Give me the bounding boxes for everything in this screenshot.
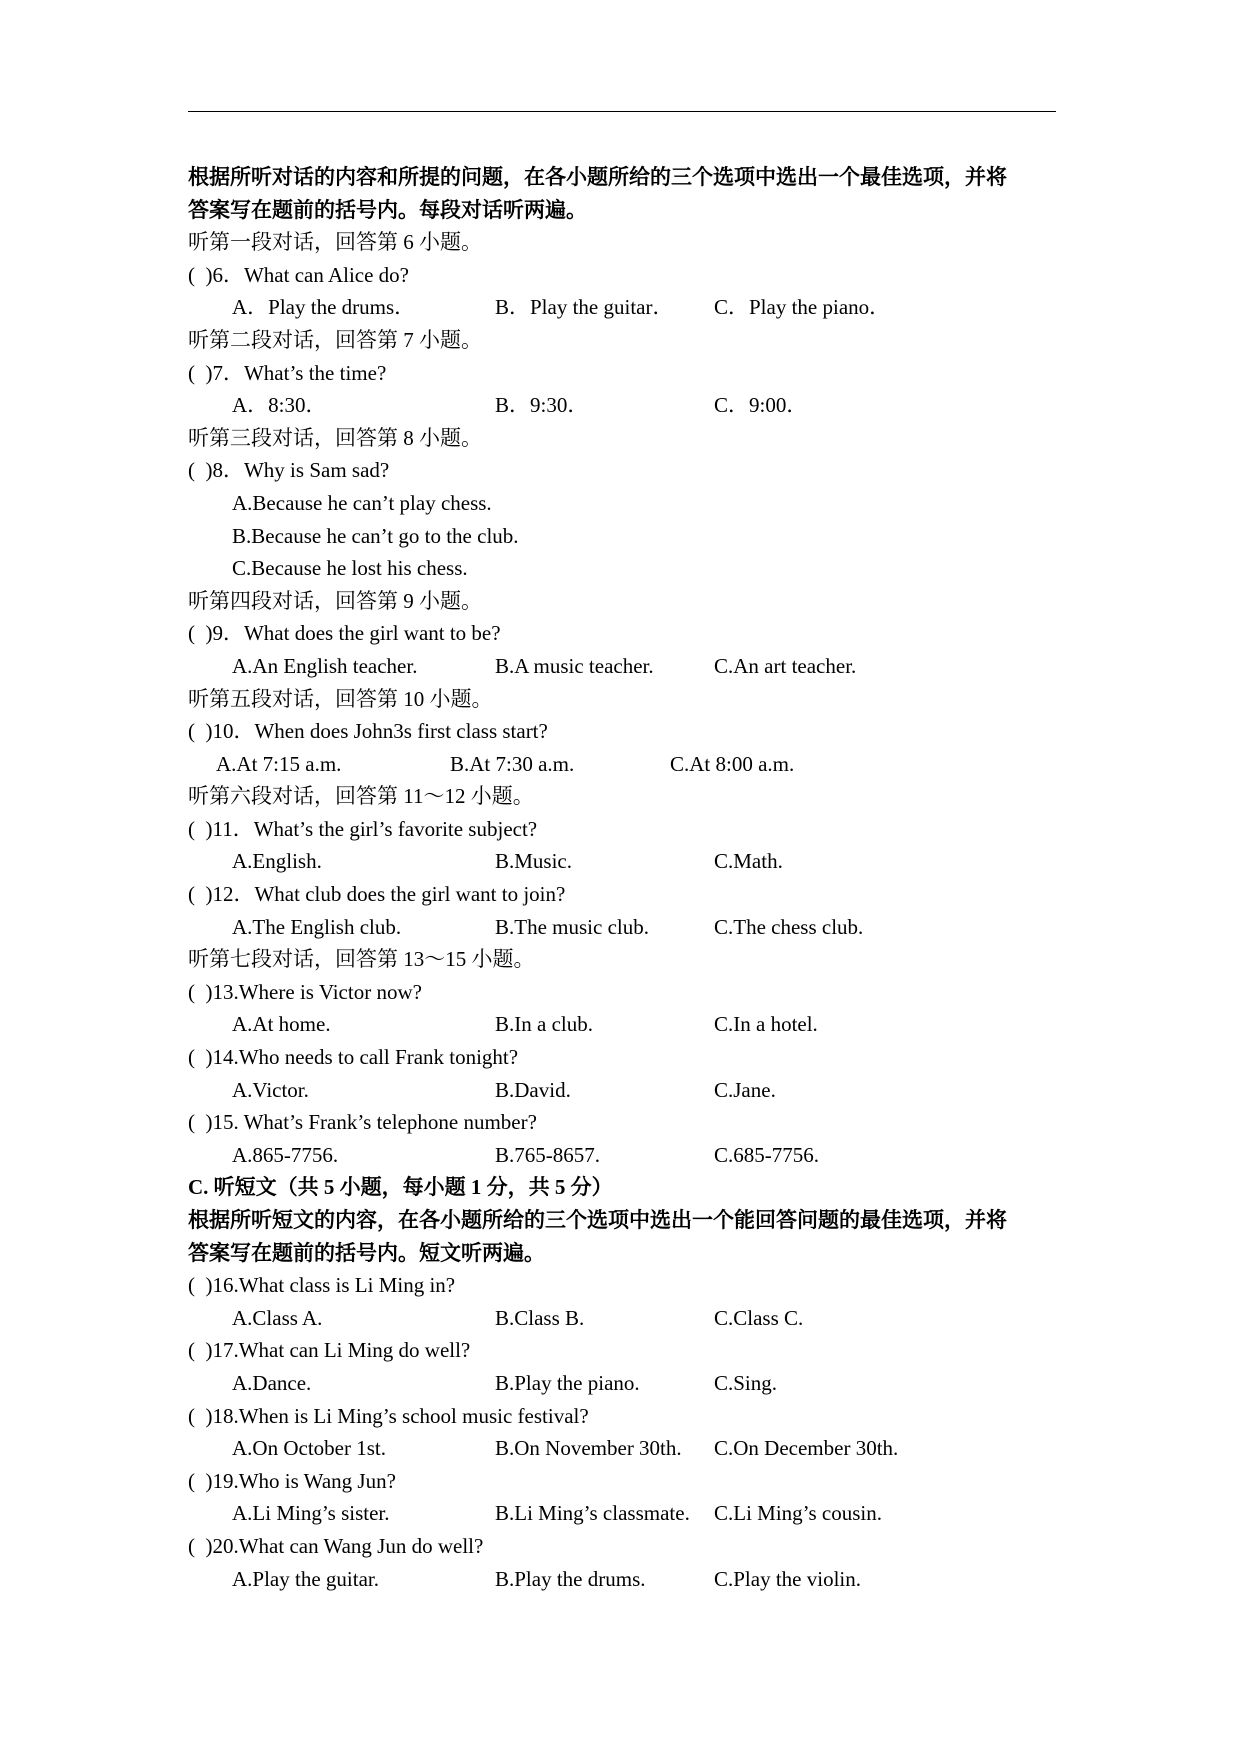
option-c: C.Li Ming’s cousin. [714,1501,883,1526]
option-b: B.765-8657. [495,1142,600,1167]
option-b: B.Class B. [495,1305,585,1330]
question-18-stem: ( )18.When is Li Ming’s school music festival? [188,1403,589,1428]
question-17-options [188,1367,1058,1400]
option-c: C.The chess club. [714,914,864,939]
instructions-line-1: 根据所听短文的内容，在各小题所给的三个选项中选出一个能回答问题的最佳选项，并将 [188,1208,1007,1232]
question-11-options [188,845,1058,878]
question-15-options [188,1139,1058,1172]
option-c: C.Play the violin. [714,1566,861,1591]
section-c-title: C. 听短文（共 5 小题，每小题 1 分，共 5 分） [188,1175,613,1200]
option-b: B.Play the piano. [495,1370,640,1395]
dialog-prompt: 听第五段对话，回答第 10 小题。 [188,686,493,711]
option-c: C.Jane. [714,1077,776,1102]
question-16-options [188,1302,1058,1335]
option-b: B.Because he can’t go to the club. [232,523,519,548]
option-c: C.Because he lost his chess. [232,556,468,581]
option-c: C．9:00． [714,393,808,418]
question-20-stem: ( )20.What can Wang Jun do well? [188,1533,484,1558]
question-9-options [188,650,1058,683]
option-b: B.Play the drums. [495,1566,646,1591]
option-b: B.The music club. [495,914,649,939]
instructions-line-2: 答案写在题前的括号内。短文听两遍。 [188,1240,545,1265]
dialog-prompt: 听第一段对话，回答第 6 小题。 [188,230,482,255]
header-rule [188,111,1056,112]
option-b: B.At 7:30 a.m. [450,751,575,776]
option-a: A.An English teacher. [232,653,418,678]
question-17-stem: ( )17.What can Li Ming do well? [188,1338,471,1363]
option-a: A.865-7756. [232,1142,339,1167]
option-a: A.English. [232,849,322,874]
question-14-options [188,1074,1058,1107]
option-c: C．Play the piano． [714,295,891,320]
option-c: C.On December 30th. [714,1436,899,1461]
option-c: C.An art teacher. [714,653,857,678]
dialog-prompt: 听第三段对话，回答第 8 小题。 [188,425,482,450]
option-a: A．8:30． [232,393,327,418]
option-a: A．Play the drums． [232,295,416,320]
dialog-prompt: 听第六段对话，回答第 11～12 小题。 [188,784,534,809]
option-a: A.On October 1st. [232,1436,386,1461]
option-a: A.Dance. [232,1370,312,1395]
option-b: B.In a club. [495,1012,593,1037]
question-6-stem: ( )6．What can Alice do? [188,262,409,287]
option-a: A.Li Ming’s sister. [232,1501,390,1526]
option-c: C.685-7756. [714,1142,819,1167]
question-12-stem: ( )12．What club does the girl want to join? [188,882,566,907]
question-11-stem: ( )11．What’s the girl’s favorite subject? [188,816,538,841]
option-b: B．9:30． [495,393,589,418]
instructions-line-2: 答案写在题前的括号内。每段对话听两遍。 [188,197,587,222]
question-10-options [188,748,1058,781]
question-12-options [188,911,1058,944]
question-7-stem: ( )7．What’s the time? [188,360,387,385]
option-a: A.At 7:15 a.m. [216,751,342,776]
option-a: A.Play the guitar. [232,1566,379,1591]
question-19-options [188,1497,1058,1530]
option-b: B.David. [495,1077,571,1102]
option-c: C.At 8:00 a.m. [670,751,795,776]
instructions-line-1: 根据所听对话的内容和所提的问题，在各小题所给的三个选项中选出一个最佳选项，并将 [188,165,1007,189]
question-19-stem: ( )19.Who is Wang Jun? [188,1468,396,1493]
option-c: C.Sing. [714,1370,778,1395]
question-8-stem: ( )8．Why is Sam sad? [188,458,390,483]
question-7-options [188,389,1058,422]
dialog-prompt: 听第四段对话，回答第 9 小题。 [188,588,482,613]
option-a: A.Because he can’t play chess. [232,490,492,515]
option-b: B．Play the guitar． [495,295,674,320]
question-13-stem: ( )13.Where is Victor now? [188,979,422,1004]
question-13-options [188,1008,1058,1041]
question-9-stem: ( )9．What does the girl want to be? [188,621,501,646]
option-b: B.Li Ming’s classmate. [495,1501,690,1526]
question-14-stem: ( )14.Who needs to call Frank tonight? [188,1045,519,1070]
option-b: B.On November 30th. [495,1436,682,1461]
option-a: A.Class A. [232,1305,323,1330]
option-b: B.Music. [495,849,573,874]
dialog-prompt: 听第二段对话，回答第 7 小题。 [188,327,482,352]
dialog-prompt: 听第七段对话，回答第 13～15 小题。 [188,947,535,972]
listening-section [188,161,1058,1595]
option-c: C.In a hotel. [714,1012,818,1037]
question-6-options [188,291,1058,324]
option-c: C.Math. [714,849,783,874]
question-10-stem: ( )10．When does John3s first class start? [188,719,548,744]
question-18-options [188,1432,1058,1465]
question-15-stem: ( )15. What’s Frank’s telephone number? [188,1110,537,1135]
option-a: A.The English club. [232,914,402,939]
option-b: B.A music teacher. [495,653,654,678]
option-c: C.Class C. [714,1305,804,1330]
question-20-options [188,1563,1058,1596]
question-16-stem: ( )16.What class is Li Ming in? [188,1273,456,1298]
option-a: A.At home. [232,1012,331,1037]
option-a: A.Victor. [232,1077,309,1102]
